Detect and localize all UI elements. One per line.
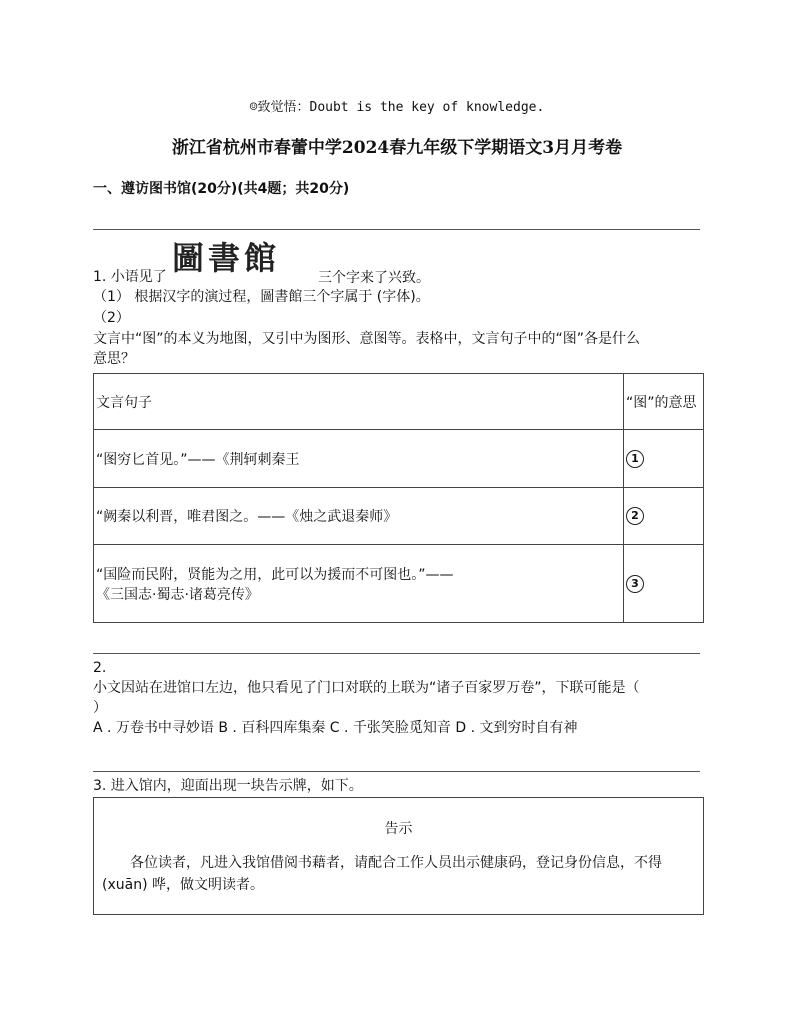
- table-row: [94, 545, 704, 623]
- motto-line: ☺致觉悟：Doubt is the key of knowledge.: [249, 100, 545, 115]
- section-heading: 一、遵访图书馆(20分)(共4题；共20分): [93, 181, 350, 197]
- divider: [93, 229, 700, 230]
- circled-number: 2: [626, 507, 644, 525]
- notice-title: 告示: [384, 821, 413, 837]
- divider: [93, 771, 700, 772]
- q2-number: 2.: [93, 660, 107, 676]
- q1-sub1: （1） 根据汉字的演过程，圖書館三个字属于 (字体)。: [93, 289, 430, 305]
- row-sentence: [94, 545, 624, 623]
- header-sentence: 文言句子: [94, 374, 624, 430]
- table-header-row: [94, 374, 704, 430]
- row-sentence: “图穷匕首见。”——《荆轲刺秦王: [94, 430, 624, 488]
- q2-line1: 小文因站在进馆口左边，他只看见了门口对联的上联为“诸子百家罗万卷”，下联可能是（: [93, 680, 640, 696]
- row-sentence: “阙秦以利晋，唯君图之。——《烛之武退秦师》: [94, 488, 624, 545]
- divider: [93, 653, 700, 654]
- table-row: [94, 488, 704, 545]
- q1-text-line2: 意思？: [93, 351, 135, 367]
- calligraphy-image: 圖書館: [172, 239, 281, 277]
- q2-options: A . 万卷书中寻妙语 B . 百科四库集秦 C . 千张笑脸觅知音 D . 文到穷时自有神: [93, 720, 578, 736]
- table-row: [94, 430, 704, 488]
- q2-line2: ）: [93, 700, 107, 716]
- circled-number: 3: [626, 575, 644, 593]
- notice-body: 各位读者，凡进入我馆借阅书藉者，请配合工作人员出示健康码，登记身份信息，不得(xuān) 哗，做文明读者。: [102, 855, 662, 893]
- notice-board: [93, 797, 704, 915]
- q3-intro: 3. 进入馆内，迎面出现一块告示牌，如下。: [93, 778, 363, 794]
- row-sentence-line1: “国险而民附，贤能为之用，此可以为援而不可图也。”——: [96, 566, 454, 583]
- page-title: 浙江省杭州市春蕾中学2024春九年级下学期语文3月月考卷: [171, 138, 623, 158]
- q1-text-line1: 文言中“图”的本义为地图，又引中为图形、意图等。表格中，文言句子中的“图”各是什么: [93, 331, 641, 347]
- q1-sub2: （2）: [93, 310, 130, 326]
- circled-number: 1: [626, 450, 644, 468]
- q1-intro-after: 三个字来了兴致。: [318, 270, 430, 286]
- row-sentence-line2: 《三国志·蜀志·诸葛亮传》: [96, 586, 259, 603]
- q1-intro: 1. 小语见了: [93, 269, 167, 285]
- header-meaning: “图”的意思: [624, 374, 704, 430]
- meaning-table: [93, 373, 704, 623]
